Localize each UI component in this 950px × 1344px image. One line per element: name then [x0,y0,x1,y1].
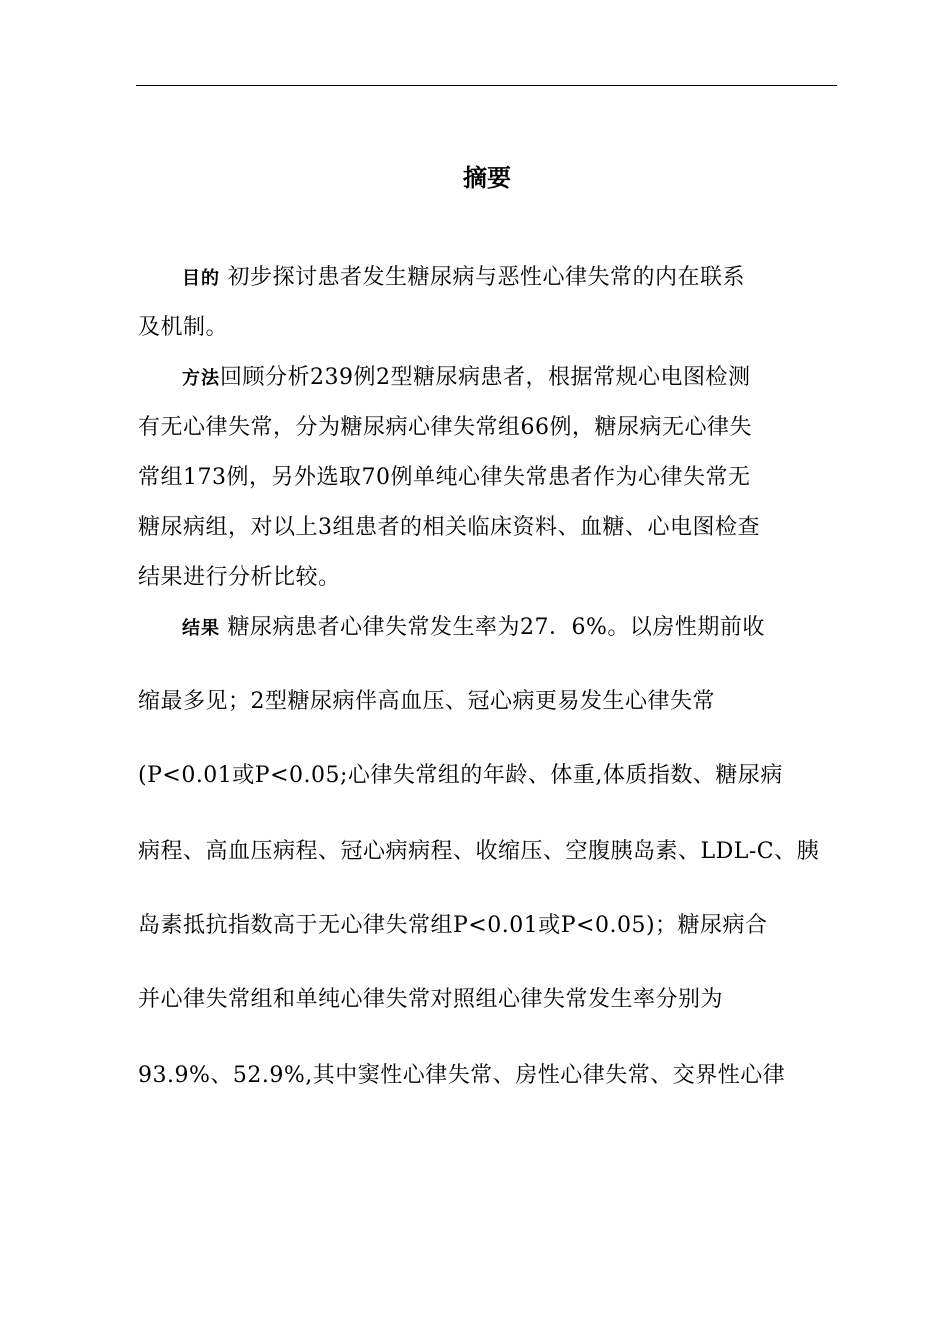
methods-line-1 [182,362,837,395]
results-label: 结果 [182,618,220,639]
page-title: 摘要 [463,164,511,192]
results-text-4: 病程、高血压病程、冠心病病程、收缩压、空腹胰岛素、LDL-C、胰 [138,839,820,864]
objective-label: 目的 [182,268,220,289]
methods-text-2: 有无心律失常，分为糖尿病心律失常组66例，糖尿病无心律失 [138,415,752,440]
objective-text-1: 初步探讨患者发生糖尿病与恶性心律失常的内在联系 [220,265,745,290]
methods-line-4 [138,512,837,544]
results-text-2: 缩最多见；2型糖尿病伴高血压、冠心病更易发生心律失常 [138,689,715,714]
methods-text-1: 回顾分析239例2型糖尿病患者，根据常规心电图检测 [220,365,751,390]
results-line-4 [138,836,837,868]
methods-line-5 [138,562,837,594]
methods-text-3: 常组173例，另外选取70例单纯心律失常患者作为心律失常无 [138,465,751,490]
results-line-1 [182,612,837,645]
results-line-7 [138,1060,837,1092]
methods-line-3 [138,462,837,494]
results-text-6: 并心律失常组和单纯心律失常对照组心律失常发生率分别为 [138,987,724,1012]
results-line-2 [138,686,837,718]
results-line-5 [138,910,837,942]
results-text-7: 93.9%、52.9%,其中窦性心律失常、房性心律失常、交界性心律 [138,1063,786,1088]
objective-line-1 [182,262,837,295]
methods-line-2 [138,412,837,444]
header-rule [136,85,837,86]
methods-text-4: 糖尿病组，对以上3组患者的相关临床资料、血糖、心电图检查 [138,515,760,540]
methods-label: 方法 [182,368,220,389]
objective-line-2 [138,312,837,344]
results-line-6 [138,984,837,1016]
results-text-5: 岛素抵抗指数高于无心律失常组P<0.01或P<0.05)；糖尿病合 [138,913,768,938]
methods-text-5: 结果进行分析比较。 [138,565,341,590]
results-text-3: (P<0.01或P<0.05;心律失常组的年龄、体重,体质指数、糖尿病 [138,763,783,788]
objective-text-2: 及机制。 [138,315,229,340]
results-line-3 [138,760,837,792]
results-text-1: 糖尿病患者心律失常发生率为27．6%。以房性期前收 [220,615,765,640]
